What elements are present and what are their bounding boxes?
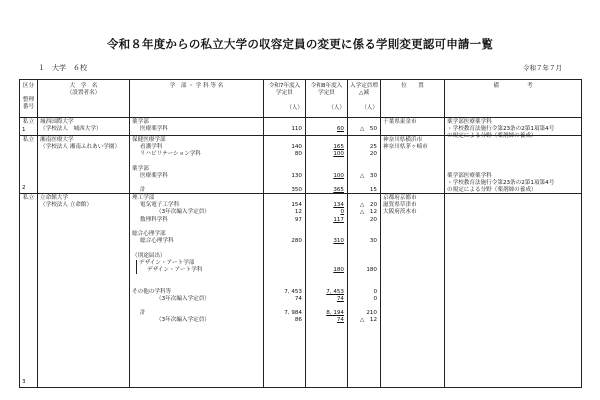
table-row — [20, 136, 582, 194]
capacity-r8-value: 165 — [333, 144, 344, 151]
header-capacity-r8: 令和8年度入学定員 （人） — [306, 80, 348, 118]
capacity-diff-value: 20 — [369, 151, 377, 158]
capacity-r7-value: 86 — [294, 317, 302, 324]
header-row — [20, 80, 582, 118]
header-faculty: 学 部 ・ 学 科 等 名 — [130, 80, 264, 118]
page-title: 令和８年度からの私立大学の収容定員の変更に係る学則変更認可申請一覧 — [106, 37, 494, 51]
university-name: 城西国際大学 — [40, 119, 74, 125]
location-line: 京都府京都市 — [383, 195, 417, 201]
capacity-r7-value: 280 — [291, 238, 302, 245]
faculty-line: その他の学科等 — [132, 288, 172, 295]
faculty-line: 数理科学科 — [140, 216, 168, 223]
capacity-r7-value: 80 — [294, 151, 302, 158]
capacity-r7-value: 130 — [291, 173, 302, 179]
faculty-line: （3年次編入学定員） — [156, 209, 210, 216]
corporation-name: （学校法人 湘南ふれあい学園） — [40, 144, 121, 151]
capacity-r8-cell — [306, 194, 348, 388]
capacity-diff-value: △ 20 — [359, 202, 377, 209]
capacity-r7-value: 74 — [294, 295, 302, 302]
notes-line: の規定による分野（薬剤師の養成） — [447, 187, 537, 194]
capacity-diff-value: △ 12 — [359, 317, 377, 324]
faculty-line: デザイン・アート学部 — [136, 260, 263, 267]
capacity-diff-cell — [348, 194, 381, 388]
location-line: 神奈川県横浜市 — [383, 137, 423, 143]
row-number: 1 — [22, 127, 26, 134]
location-cell — [381, 136, 445, 194]
header-location: 位 置 — [381, 80, 445, 118]
category-label: 私立 — [22, 119, 35, 125]
header-category: 区分 整理番号 — [20, 80, 38, 118]
capacity-r8-value: 310 — [333, 238, 344, 245]
faculty-line: 計 — [140, 187, 146, 194]
capacity-diff-value: 180 — [366, 267, 377, 273]
capacity-diff-cell — [348, 118, 381, 136]
faculty-line: リハビリテーション学科 — [140, 151, 202, 158]
faculty-line: 医療薬学科 — [140, 126, 168, 133]
capacity-diff-value: △ 30 — [359, 173, 377, 179]
faculty-line: 保健医療学部 — [132, 137, 166, 143]
capacity-r7-value: 7, 984 — [284, 310, 302, 317]
notes-cell — [445, 194, 582, 388]
faculty-line: （別途届出） — [132, 252, 166, 259]
capacity-diff-value: 210 — [366, 310, 377, 317]
notes-cell — [445, 118, 582, 140]
capacity-diff-value: 15 — [369, 187, 377, 194]
capacity-r8-value: 60 — [336, 126, 344, 133]
capacity-r8-value: 100 — [333, 173, 344, 179]
header-capacity-diff: 入学定員増△減 （人） — [348, 80, 381, 118]
university-cell — [38, 194, 130, 388]
category-label: 私立 — [22, 195, 35, 201]
row-number: 2 — [22, 185, 26, 192]
capacity-diff-value: 20 — [369, 216, 377, 223]
capacity-r8-value: 8, 194 — [326, 310, 344, 317]
faculty-cell — [130, 194, 264, 388]
capacity-r7-value: 110 — [291, 126, 302, 133]
faculty-line: 理工学部 — [132, 195, 155, 201]
location-line: 千葉県東金市 — [383, 119, 417, 125]
capacity-r7-cell — [264, 194, 306, 388]
capacity-r7-value: 140 — [291, 144, 302, 151]
faculty-line: 薬学部 — [132, 165, 149, 172]
capacity-r7-cell — [264, 118, 306, 136]
faculty-line: （3年次編入学定員） — [156, 295, 210, 302]
capacity-diff-cell — [348, 136, 381, 194]
capacity-r7-cell — [264, 136, 306, 194]
capacity-diff-value: △ 12 — [359, 209, 377, 216]
capacity-r8-value: 117 — [333, 216, 344, 223]
category-cell — [20, 194, 38, 388]
capacity-r8-value: 365 — [333, 187, 344, 194]
capacity-diff-value: 0 — [373, 288, 377, 295]
university-cell — [38, 118, 130, 136]
notes-line: 薬学部医療薬学科 — [447, 173, 492, 179]
capacity-r7-value: 7, 453 — [284, 288, 302, 295]
category-cell — [20, 118, 38, 136]
faculty-line: 薬学部 — [132, 119, 149, 125]
university-name: 湘南医療大学 — [40, 137, 74, 143]
corporation-name: （学校法人 立命館） — [40, 202, 93, 209]
header-capacity-r7: 令和7年度入学定員 （人） — [264, 80, 306, 118]
table-row — [20, 118, 582, 136]
faculty-line: 総合心理学科 — [140, 238, 174, 245]
faculty-line: 計 — [140, 310, 146, 317]
row-number: 3 — [22, 379, 26, 386]
capacity-diff-value: 25 — [369, 144, 377, 151]
capacity-r7-value: 12 — [294, 209, 302, 216]
capacity-diff-value: △ 50 — [359, 126, 377, 133]
notes-line: の規定による分野（薬剤師の養成） — [447, 133, 537, 140]
university-cell — [38, 136, 130, 194]
location-line: 神奈川県茅ヶ崎市 — [383, 144, 428, 151]
capacity-r8-value: 134 — [333, 202, 344, 209]
faculty-line: （3年次編入学定員） — [156, 317, 210, 324]
capacity-diff-value: 0 — [373, 295, 377, 302]
faculty-line: 看護学科 — [140, 144, 163, 151]
notes-line: ・学校教育法施行令第23条の2第1項第4号 — [447, 180, 555, 187]
faculty-line: 電気電子工学科 — [140, 202, 180, 209]
location-cell — [381, 194, 445, 388]
header-university: 大 学 名 （設置者名） — [38, 80, 130, 118]
capacity-r7-value: 97 — [294, 216, 302, 223]
location-cell — [381, 118, 445, 136]
capacity-r8-value: 7, 453 — [326, 288, 344, 295]
notes-cell — [445, 136, 582, 194]
capacity-r8-cell — [306, 118, 348, 136]
capacity-r8-value: 74 — [336, 295, 344, 302]
faculty-line: 総合心理学部 — [132, 231, 166, 237]
faculty-cell — [130, 136, 264, 194]
faculty-cell — [130, 118, 264, 136]
capacity-diff-value: 30 — [369, 238, 377, 245]
category-label: 私立 — [22, 137, 35, 143]
location-line: 大阪府茨木市 — [383, 209, 417, 216]
header-notes: 備 考 — [445, 80, 582, 118]
table-row — [20, 194, 582, 388]
capacity-r7-value: 350 — [291, 187, 302, 194]
category-cell — [20, 136, 38, 194]
faculty-line: 医療薬学科 — [140, 173, 168, 179]
capacity-r8-value: 100 — [333, 151, 344, 158]
document-date: 令和７年７月 — [523, 64, 562, 72]
corporation-name: （学校法人 城西大学） — [40, 126, 102, 133]
university-name: 立命館大学 — [40, 195, 68, 201]
faculty-line: デザイン・アート学科 — [136, 267, 263, 274]
capacity-r8-cell — [306, 136, 348, 194]
capacity-r7-value: 154 — [291, 202, 302, 209]
capacity-r8-value: 74 — [336, 317, 344, 324]
application-table — [19, 79, 582, 388]
capacity-r8-value: 0 — [340, 209, 344, 216]
location-line: 滋賀県草津市 — [383, 202, 417, 209]
notes-line: 薬学部医療薬学科 — [447, 119, 492, 125]
notes-line: ・学校教育法施行令第23条の2第1項第4号 — [447, 126, 555, 133]
school-count: １ 大学 ６校 — [38, 64, 87, 72]
capacity-r8-value: 180 — [333, 267, 344, 273]
